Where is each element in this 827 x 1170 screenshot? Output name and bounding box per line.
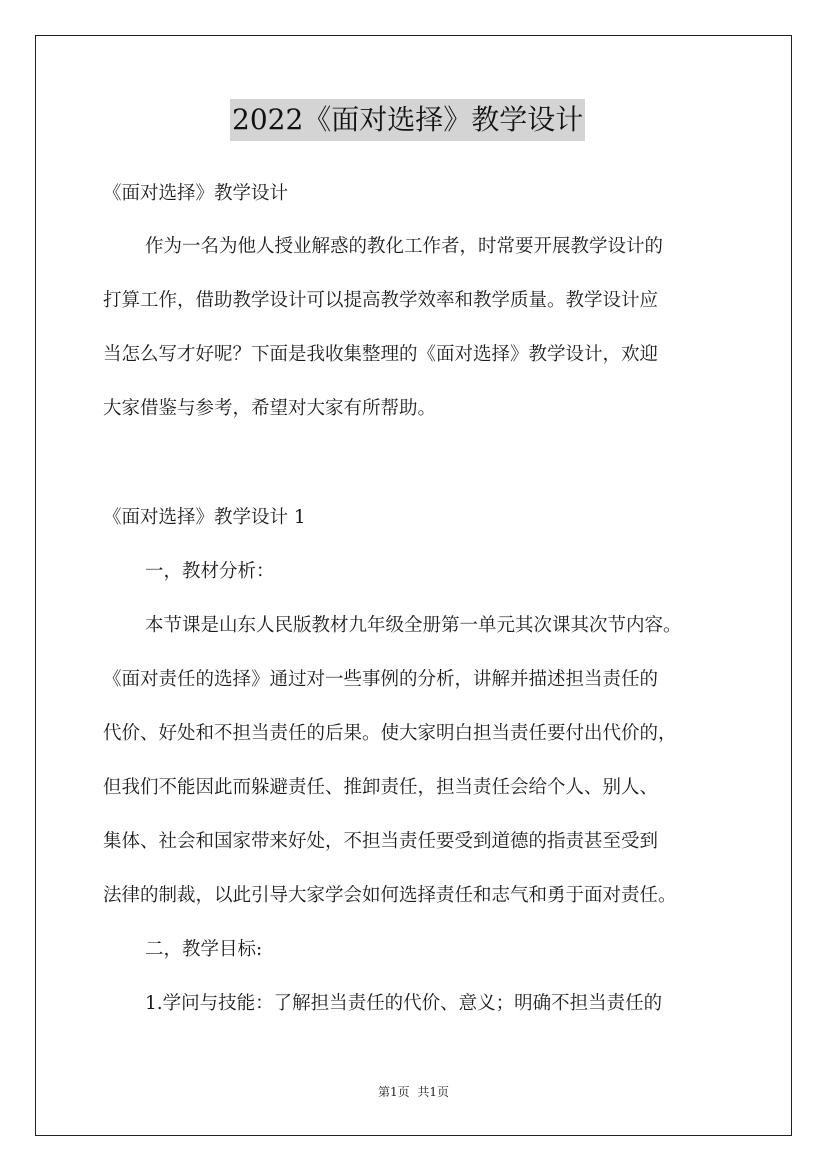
page-total: 共1页 [417, 1085, 450, 1099]
analysis-line-4: 但我们不能因此而躲避责任、推卸责任，担当责任会给个人、别人、 [103, 777, 659, 798]
analysis-line-6: 法律的制裁，以此引导大家学会如何选择责任和志气和勇于面对责任。 [103, 885, 677, 906]
heading-goals: 二，教学目标: [145, 939, 263, 960]
analysis-line-1: 本节课是山东人民版教材九年级全册第一单元其次课其次节内容。 [145, 615, 682, 636]
analysis-line-3: 代价、好处和不担当责任的后果。使大家明白担当责任要付出代价的， [103, 723, 677, 744]
heading-analysis: 一，教材分析： [145, 561, 275, 582]
page-footer [0, 1084, 827, 1100]
section-heading: 《面对选择》教学设计 1 [103, 507, 306, 528]
intro-line-2: 打算工作，借助教学设计可以提高教学效率和教学质量。教学设计应 [103, 290, 659, 311]
document-subtitle: 《面对选择》教学设计 [103, 183, 289, 204]
intro-line-4: 大家借鉴与参考，希望对大家有所帮助。 [103, 398, 437, 419]
intro-line-1: 作为一名为他人授业解惑的教化工作者，时常要开展教学设计的 [145, 236, 664, 257]
document-title: 2022《面对选择》教学设计 [230, 99, 585, 141]
intro-line-3: 当怎么写才好呢？下面是我收集整理的《面对选择》教学设计，欢迎 [103, 344, 659, 365]
goal-line-1: 1.学问与技能：了解担当责任的代价、意义；明确不担当责任的 [145, 993, 663, 1014]
analysis-line-5: 集体、社会和国家带来好处，不担当责任要受到道德的指责甚至受到 [103, 831, 659, 852]
page-number: 第1页 [377, 1085, 410, 1099]
analysis-line-2: 《面对责任的选择》通过对一些事例的分析，讲解并描述担当责任的 [103, 669, 659, 690]
